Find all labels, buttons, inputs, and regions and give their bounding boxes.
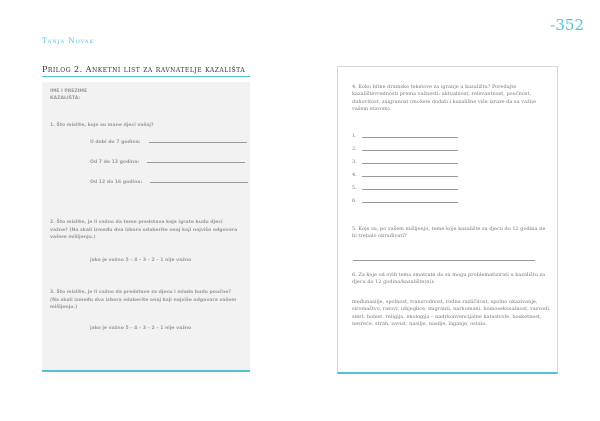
question-2 xyxy=(50,219,240,242)
answer-line[interactable] xyxy=(362,176,458,177)
title-divider xyxy=(42,76,250,77)
answer-line[interactable] xyxy=(150,182,248,183)
answer-line[interactable] xyxy=(362,189,458,190)
ranking-row-1 xyxy=(352,133,458,139)
age-label: Od 12 do 16 godina: xyxy=(90,180,143,185)
appendix-title: Prilog 2. Anketni list za ravnatelje kazališta xyxy=(42,65,246,74)
question-2-line: važne? (Na skali između dva izbora odaberite onaj koji najviše odgovara xyxy=(50,227,238,233)
question-1: 1. Što mislite, koje su mane djeci vašoj? xyxy=(50,123,154,128)
answer-line[interactable] xyxy=(362,163,458,164)
age-row-3 xyxy=(90,180,248,185)
question-5: 5. Koje su, po vašem mišljenju, teme koje kazalište za djecu do 12 godina ne bi trebalo obrađivati? xyxy=(352,226,546,240)
theatre-name-label xyxy=(50,88,87,102)
ranking-row-4 xyxy=(352,172,458,178)
ranking-row-6 xyxy=(352,198,458,204)
answer-line[interactable] xyxy=(147,162,245,163)
rating-scale-q3[interactable]: jako je važno 5 – 4 – 3 – 2 – 1 nije važno xyxy=(90,326,192,331)
question-2-line: 2. Što mislite, je li važno da teme predstava koje igrate budu djeci xyxy=(50,220,223,225)
topics-list: međunasilje, spolnost, transrodnost, rodna različitost, spolno ukazivanje, siromaštvo, ratovi, izbjeglice, migranti, narkomani, homoseksualnost, razvodi, smrt, bolest, religija, ekologija – nadrkonvencijalne katastrofe, bosketnost, nesreće, strah, zavist, nasilje, nasilje, laganje, ostalo. xyxy=(352,299,551,328)
survey-form-right xyxy=(337,66,558,374)
name-label-line-1: IME I PREZIME xyxy=(50,89,88,94)
question-3 xyxy=(50,289,240,312)
rank-number: 6. xyxy=(352,198,357,204)
ranking-row-5 xyxy=(352,185,458,191)
answer-line[interactable] xyxy=(353,260,535,261)
age-row-1 xyxy=(90,140,247,145)
age-label: Od 7 do 12 godina: xyxy=(90,160,140,165)
rank-number: 2. xyxy=(352,146,357,152)
rating-scale-q2[interactable]: jako je važno 5 – 4 – 3 – 2 – 1 nije važno xyxy=(90,258,192,263)
name-label-line-2: KAZALIŠTA: xyxy=(50,96,81,101)
answer-line[interactable] xyxy=(362,137,458,138)
ranking-row-2 xyxy=(352,146,458,152)
rank-number: 4. xyxy=(352,172,357,178)
age-label: U dobi do 7 godina: xyxy=(90,140,141,145)
question-2-line: vašem mišljenju.) xyxy=(50,235,96,240)
author-name: Tanja Novak xyxy=(42,37,95,45)
ranking-row-3 xyxy=(352,159,458,165)
question-3-line: (Na skali između dva izbora odaberite onaj koji najviše odgovara vašem xyxy=(50,297,237,303)
age-row-2 xyxy=(90,160,245,165)
question-6: 6. Za koje od ovih tema smatrate da su mogu problematizirati u kazalištu za djecu do 12 godina/kazalište(ni): xyxy=(352,272,546,286)
rank-number: 3. xyxy=(352,159,357,165)
answer-line[interactable] xyxy=(362,150,458,151)
question-3-line: 3. Što mislite, je li važno da predstave za djecu i mlade budu poučne? xyxy=(50,290,232,295)
rank-number: 5. xyxy=(352,185,357,191)
survey-form-left xyxy=(42,82,250,372)
answer-line[interactable] xyxy=(149,142,247,143)
question-4: 4. Koko bitne dramske tekstove za igranje u kazalištu? Poredajte kazalištevrednosti prema važnosti: aktualnost, relevantnost, poučnost, duhovitost, zaigranost (možete dodati i kazališne više izraze da su važne vašem stavom). xyxy=(352,84,536,113)
rank-number: 1. xyxy=(352,133,357,139)
page-number: -352 xyxy=(550,16,584,34)
answer-line[interactable] xyxy=(362,202,458,203)
question-3-line: mišljenju.) xyxy=(50,305,78,310)
